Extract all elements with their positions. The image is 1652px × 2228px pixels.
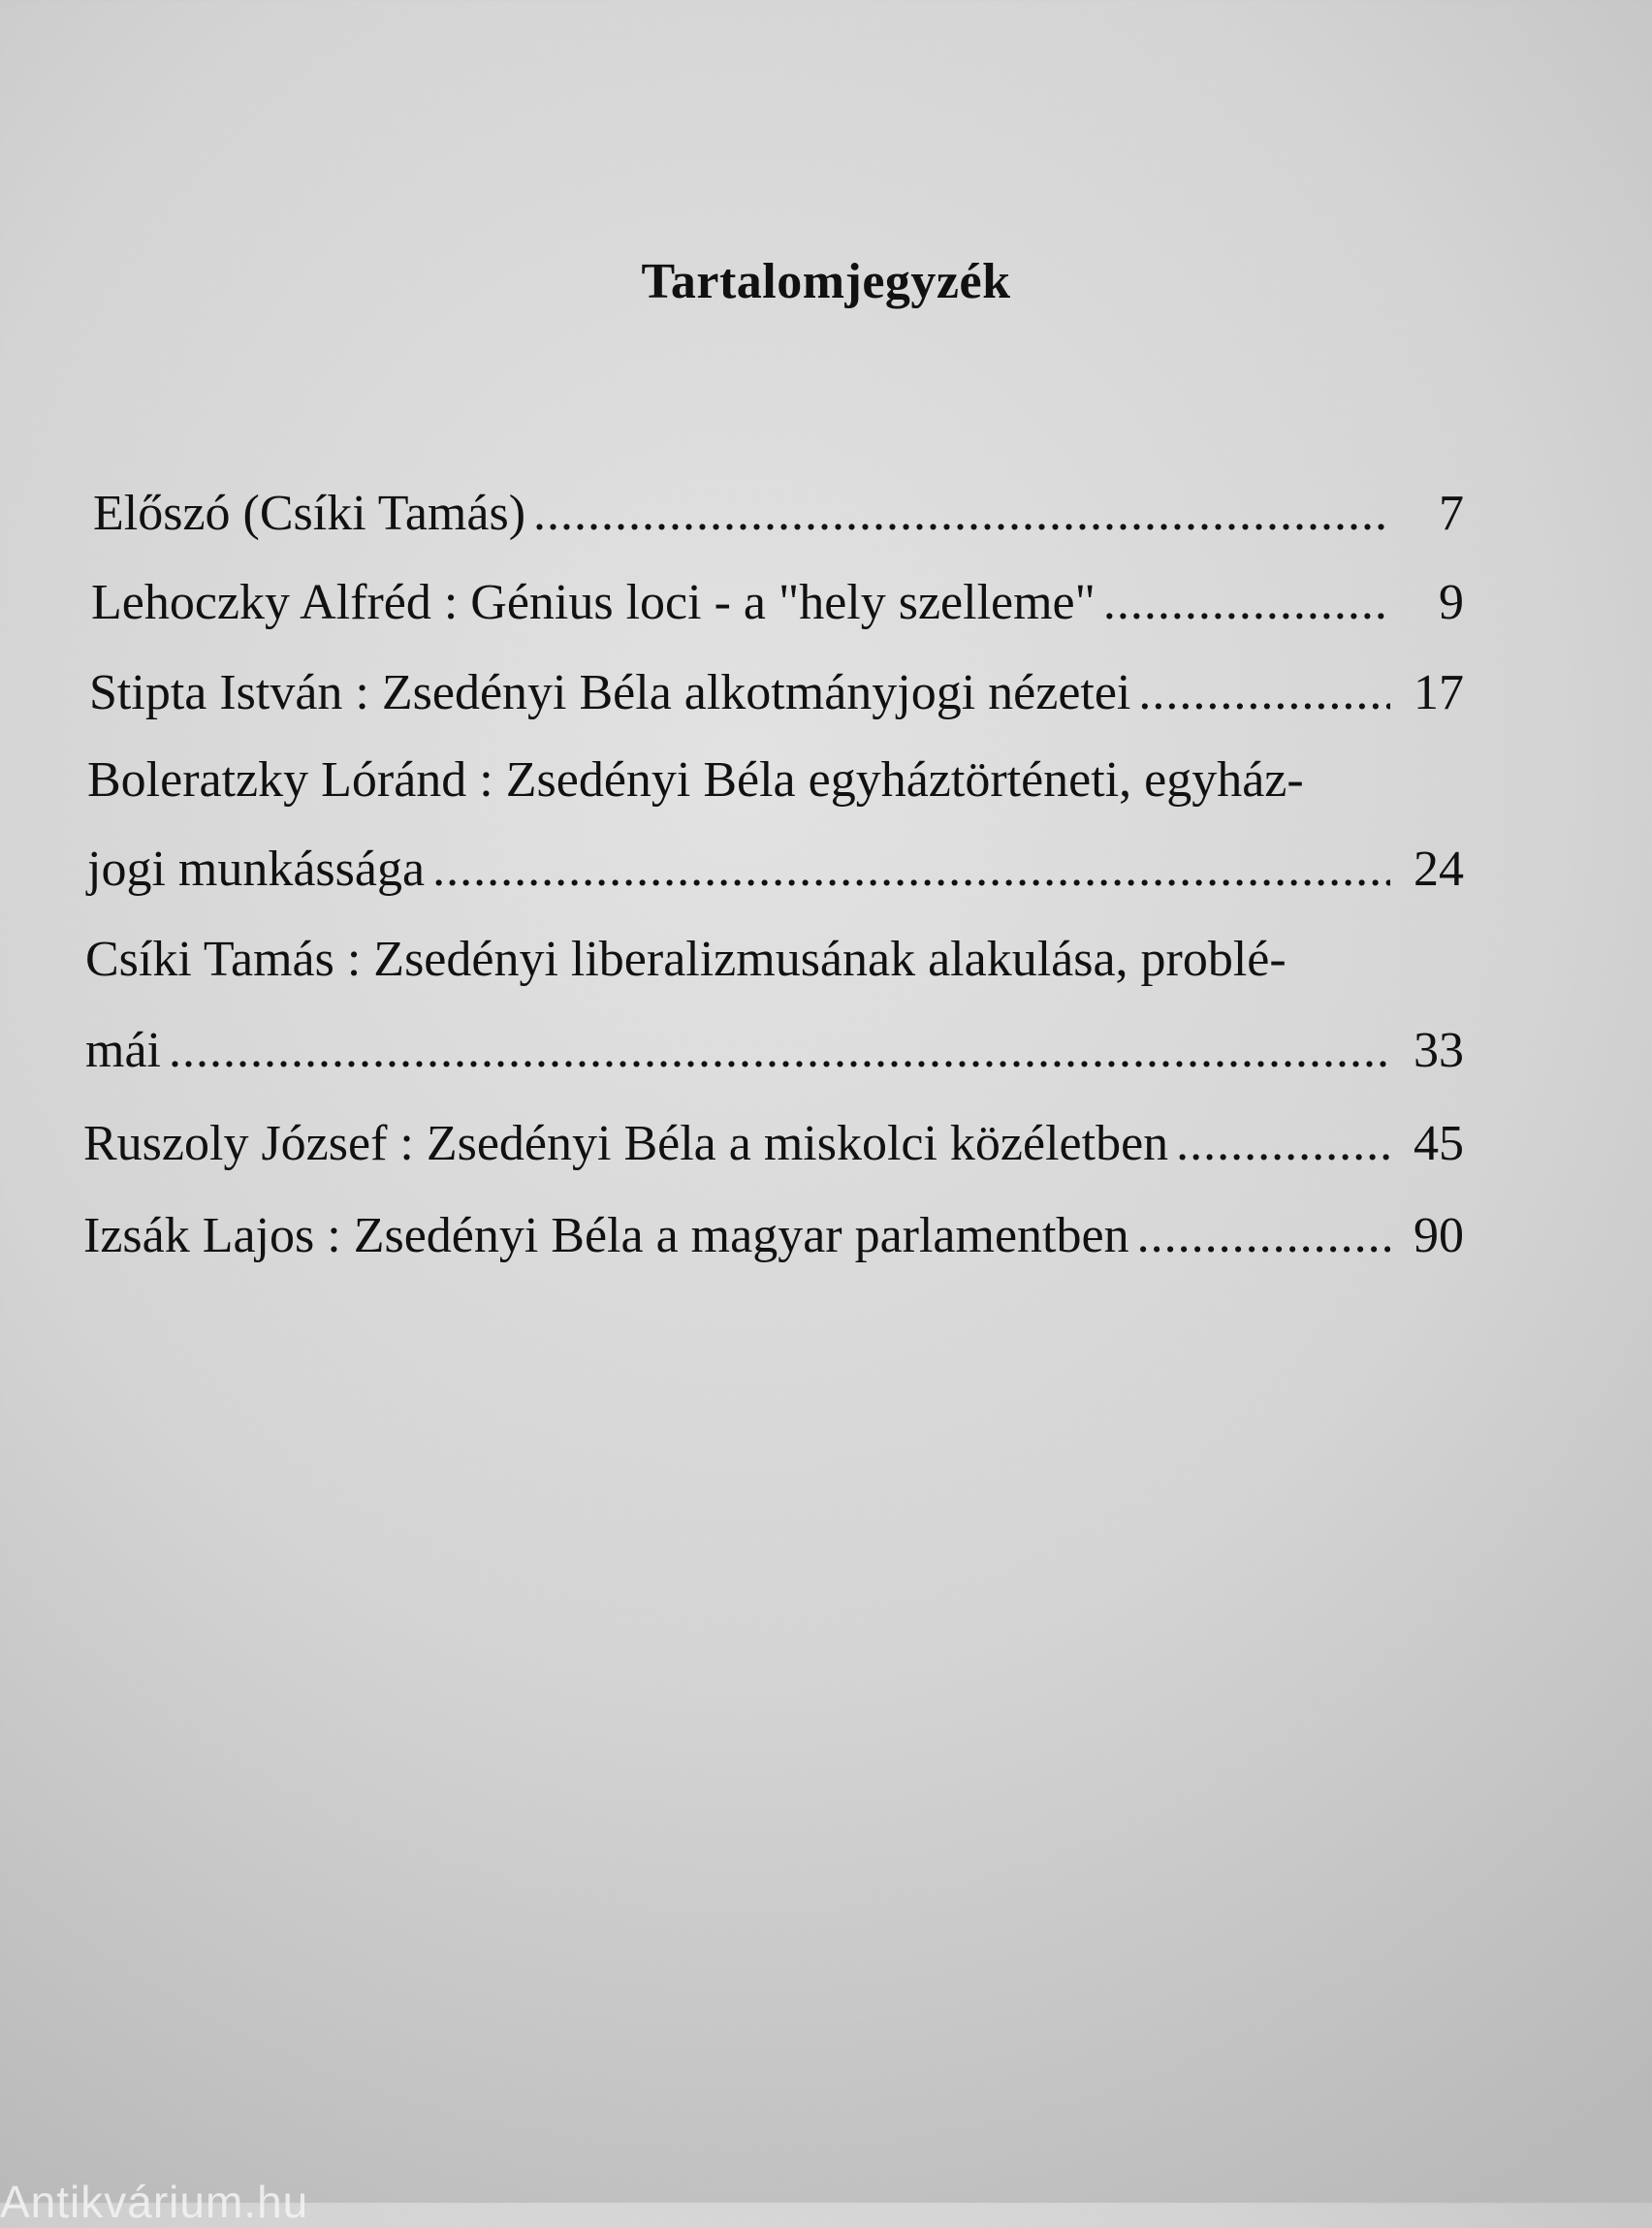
toc-entry-ruszoly (83, 1115, 1464, 1173)
toc-line (91, 574, 1464, 632)
toc-entry-izsak (83, 1207, 1464, 1265)
toc-entry-title-first-line: Csíki Tamás : Zsedényi liberalizmusának alakulása, problé- (85, 932, 1287, 987)
dot-leader (169, 1022, 1390, 1080)
toc-line (89, 664, 1464, 722)
toc-entry-page: 45 (1414, 1116, 1464, 1171)
toc-entry-page: 7 (1439, 486, 1464, 541)
toc-entry-title: Izsák Lajos : Zsedényi Béla a magyar parlamentben (83, 1208, 1129, 1263)
toc-entry-page: 17 (1414, 665, 1464, 720)
toc-line (83, 1207, 1464, 1265)
toc-entry-title: Előszó (Csíki Tamás) (93, 486, 526, 541)
toc-entry-page: 24 (1414, 842, 1464, 897)
toc-entry-title: Stipta István : Zsedényi Béla alkotmányjogi nézetei (89, 665, 1131, 720)
dot-leader (533, 485, 1390, 543)
toc-entry-title: Lehoczky Alfréd : Génius loci - a "hely szelleme" (91, 575, 1096, 630)
toc-entry-title-continuation: mái (85, 1023, 161, 1078)
dot-leader (1103, 574, 1390, 632)
toc-entry-stipta (89, 664, 1464, 722)
toc-entry-boleratzky (87, 751, 1464, 899)
page-title: Tartalomjegyzék (641, 253, 1011, 309)
toc-line (85, 1022, 1464, 1080)
toc-entry-csiki (85, 931, 1464, 1080)
toc-entry-title: Ruszoly József : Zsedényi Béla a miskolci közéletben (83, 1116, 1169, 1171)
toc-line (93, 485, 1464, 543)
toc-entry-title-continuation: jogi munkássága (87, 842, 426, 897)
dot-leader (432, 841, 1390, 899)
dot-leader (1176, 1115, 1390, 1173)
toc-entry-page: 9 (1439, 575, 1464, 630)
toc-entry-lehoczky (91, 574, 1464, 632)
watermark: Antikvárium.hu (0, 2177, 309, 2227)
toc-entry-page: 33 (1414, 1023, 1464, 1078)
toc-line (83, 1115, 1464, 1173)
toc-entry-title-first-line: Boleratzky Lóránd : Zsedényi Béla egyháztörténeti, egyház- (87, 752, 1304, 808)
dot-leader (1138, 664, 1390, 722)
toc-entry-page: 90 (1414, 1208, 1464, 1263)
dot-leader (1137, 1207, 1390, 1265)
toc-entry-eloszo (93, 485, 1464, 543)
toc-line (87, 841, 1464, 899)
